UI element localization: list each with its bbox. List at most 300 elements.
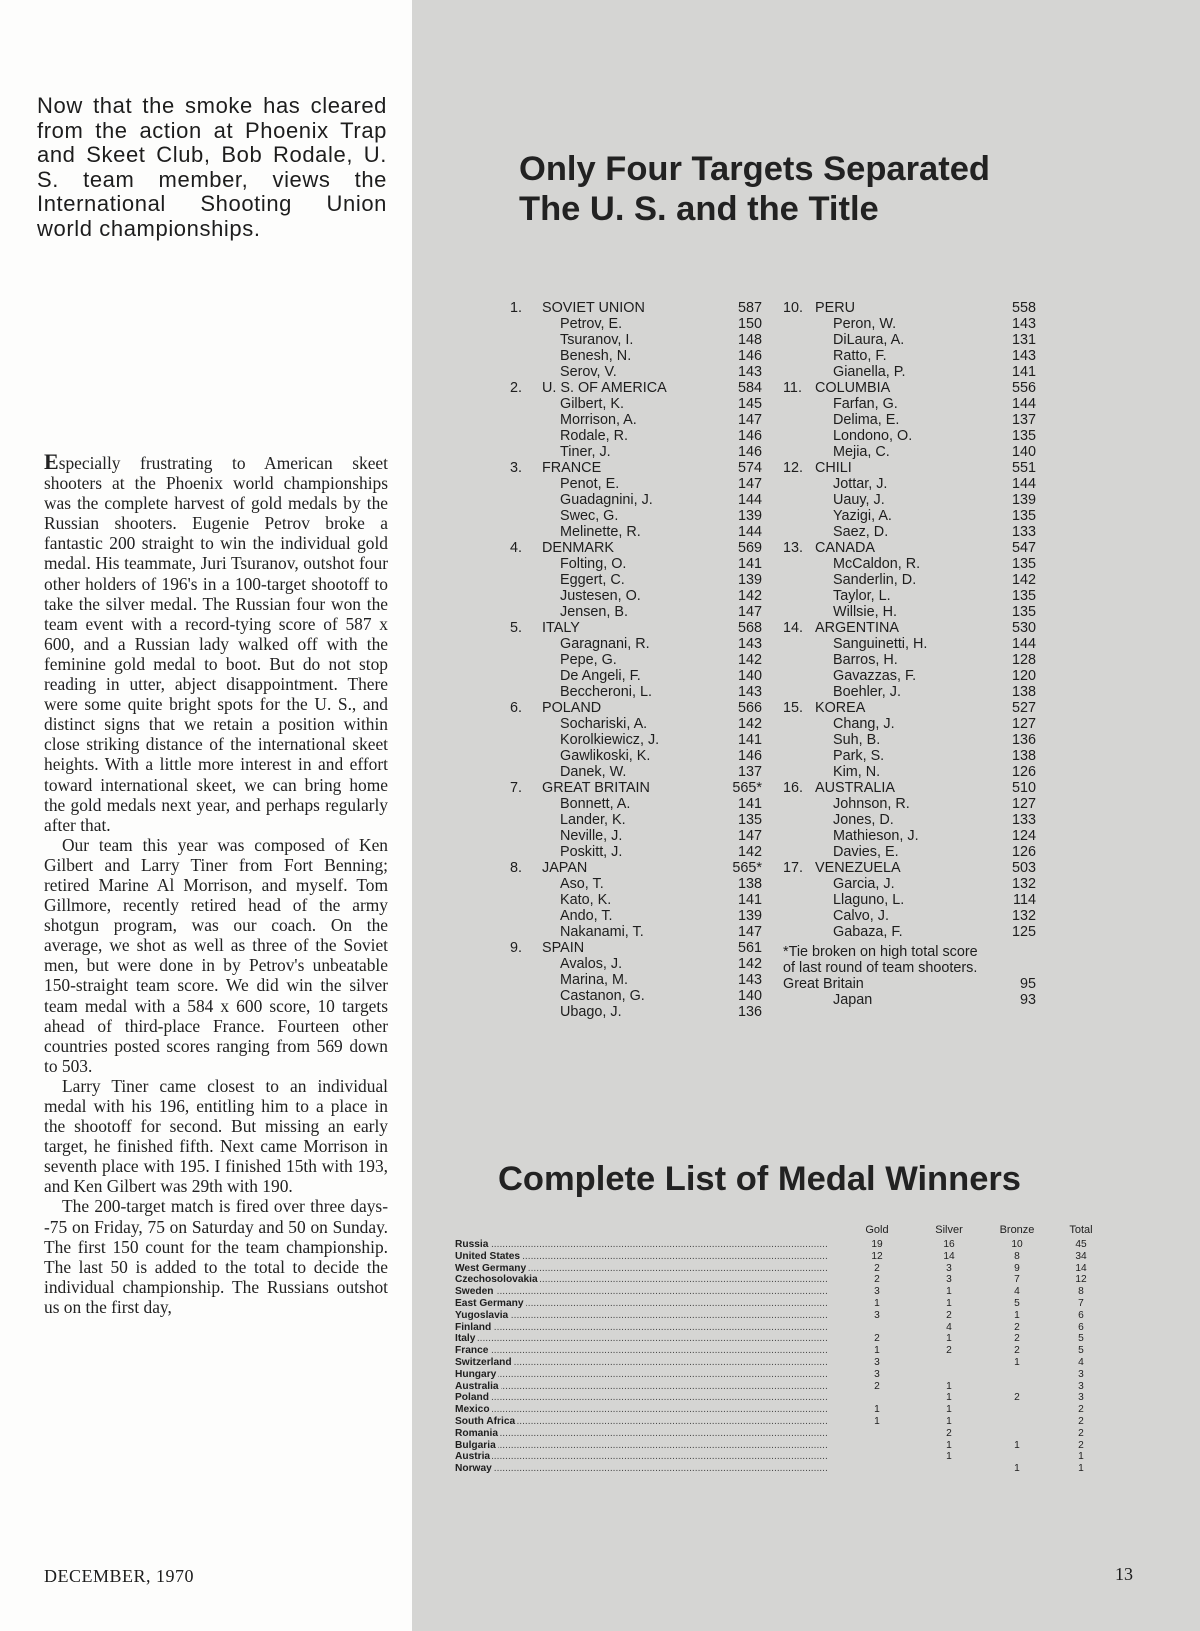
team-results-right-column <box>783 300 1036 1008</box>
rank-number <box>783 348 815 364</box>
medal-gold: 3 <box>874 1286 880 1298</box>
shooter-name: Calvo, J. <box>833 908 889 924</box>
medal-gold: 12 <box>871 1250 883 1262</box>
medal-row <box>455 1345 1107 1357</box>
medal-country-cell <box>455 1322 828 1334</box>
shooter-result-row <box>783 908 1036 924</box>
score: 135 <box>1011 428 1036 444</box>
shooter-name: Castanon, G. <box>560 988 645 1004</box>
medal-gold <box>845 1463 909 1475</box>
team-name: PERU <box>815 300 855 316</box>
medal-bronze <box>991 1381 1043 1393</box>
rank-number <box>783 508 815 524</box>
rank-number <box>510 956 542 972</box>
team-result-row <box>783 380 1036 396</box>
medal-silver <box>923 1463 975 1475</box>
rank-number: 7. <box>510 780 523 796</box>
medal-country: Norway <box>455 1463 492 1475</box>
team-name: CANADA <box>815 540 875 556</box>
rank-number <box>783 524 815 540</box>
article-paragraph-text: specially frustrating to American skeet shooters at the Phoenix world championships was the complete harvest of gold medals by the Russian shooters. Eugenie Petrov broke a fantastic 200 straight to win the individual gold medal. His teammate, Juri Tsuranov, outshot four other holders of 196's in a 100-target shootoff to take the silver medal. The Russian four won the team event with a record-tying score of 587 x 600, and a Russian lady walked off with the feminine gold medal to boot. But do not stop reading in utter, abject disappointment. There were some quite bright spots for the U. S., and distinct signs that we retain a position within close striking distance of the international skeet heights. With a little more interest in and effort toward international skeet, we can bring home the gold medals next year, and perhaps regularly after that. <box>44 453 388 835</box>
shooter-name: Bonnett, A. <box>560 796 631 812</box>
score: 136 <box>737 1004 762 1020</box>
score: 141 <box>1011 364 1036 380</box>
shooter-result-row <box>510 508 762 524</box>
team-result-row <box>510 860 762 876</box>
medal-bronze <box>991 1416 1043 1428</box>
shooter-result-row <box>783 748 1036 764</box>
shooter-name: Willsie, H. <box>833 604 897 620</box>
team-name: JAPAN <box>542 860 588 876</box>
shooter-name: Londono, O. <box>833 428 913 444</box>
medal-total: 3 <box>1078 1380 1084 1392</box>
rank-number <box>783 748 815 764</box>
shooter-name: Folting, O. <box>560 556 627 572</box>
team-result-row <box>510 540 762 556</box>
shooter-name: Nakanami, T. <box>560 924 644 940</box>
rank-number: 13. <box>783 540 804 556</box>
shooter-name: Sanguinetti, H. <box>833 636 928 652</box>
medal-row <box>455 1239 1107 1251</box>
score: 135 <box>1011 604 1036 620</box>
rank-number <box>510 604 542 620</box>
medal-gold: 19 <box>871 1239 883 1250</box>
score: 142 <box>737 956 762 972</box>
team-name: VENEZUELA <box>815 860 901 876</box>
shooter-name: Jottar, J. <box>833 476 888 492</box>
medal-bronze <box>991 1404 1043 1416</box>
medal-total: 5 <box>1078 1333 1084 1345</box>
medal-gold: 2 <box>874 1274 880 1286</box>
medal-country: West Germany <box>455 1262 527 1274</box>
score: 144 <box>737 524 762 540</box>
score: 141 <box>737 796 762 812</box>
score: 132 <box>1011 876 1036 892</box>
team-name: FRANCE <box>542 460 602 476</box>
score: 127 <box>1011 716 1036 732</box>
rank-number <box>510 412 542 428</box>
medal-total: 7 <box>1078 1297 1084 1309</box>
shooter-name: Tiner, J. <box>560 444 611 460</box>
medal-country: Romania <box>455 1427 499 1439</box>
score: 510 <box>1011 780 1036 796</box>
shooter-result-row <box>510 972 762 988</box>
shooter-result-row <box>510 1004 762 1020</box>
medal-bronze: 1 <box>1014 1356 1020 1368</box>
shooter-result-row <box>510 588 762 604</box>
tie-note-line: of last round of team shooters. <box>783 960 978 976</box>
rank-number <box>510 572 542 588</box>
medal-silver: 1 <box>946 1439 952 1451</box>
shooter-result-row <box>510 748 762 764</box>
score: 527 <box>1011 700 1036 716</box>
article-paragraph: Our team this year was composed of Ken Gilbert and Larry Tiner from Fort Benning; retired Marine Al Morrison, and myself. Tom Gillmore, recently retired head of the army shotgun program, was our coach. On the average, we shot as well as three of the Soviet men, but were done in by Petrov's unbeatable 150-straight team score. We did win the silver team medal with a 584 x 600 score, 10 targets ahead of third-place France. Fourteen other countries posted scores ranging from 569 down to 503. <box>44 834 388 1076</box>
footer-date: DECEMBER, 1970 <box>44 1566 195 1586</box>
shooter-name: Sochariski, A. <box>560 716 648 732</box>
medal-country-cell <box>455 1451 828 1463</box>
shooter-name: Saez, D. <box>833 524 889 540</box>
shooter-name: Chang, J. <box>833 716 895 732</box>
medal-country-cell <box>455 1333 828 1345</box>
drop-cap: E <box>44 449 59 474</box>
score: 126 <box>1011 764 1036 780</box>
shooter-name: Garagnani, R. <box>560 636 650 652</box>
team-name: KOREA <box>815 700 866 716</box>
shooter-name: Poskitt, J. <box>560 844 623 860</box>
team-result-row <box>510 300 762 316</box>
team-name: GREAT BRITAIN <box>542 780 650 796</box>
rank-number <box>510 364 542 380</box>
header-gold: Gold <box>865 1224 889 1236</box>
rank-number <box>510 972 542 988</box>
medal-row <box>455 1310 1107 1322</box>
score: 138 <box>1011 684 1036 700</box>
medal-bronze: 9 <box>1014 1262 1020 1274</box>
rank-number <box>510 684 542 700</box>
score: 128 <box>1011 652 1036 668</box>
shooter-result-row <box>510 396 762 412</box>
rank-number: 2. <box>510 380 523 396</box>
shooter-result-row <box>783 476 1036 492</box>
score: 144 <box>1011 396 1036 412</box>
medal-bronze: 1 <box>1014 1439 1020 1451</box>
shooter-result-row <box>783 716 1036 732</box>
shooter-result-row <box>783 844 1036 860</box>
medal-bronze: 5 <box>1014 1297 1020 1309</box>
medal-silver <box>923 1357 975 1369</box>
rank-number <box>510 988 542 1004</box>
medal-total: 5 <box>1078 1345 1084 1357</box>
score: 139 <box>737 508 762 524</box>
shooter-result-row <box>510 828 762 844</box>
rank-number <box>510 748 542 764</box>
medal-total: 8 <box>1078 1286 1084 1298</box>
medal-silver: 1 <box>946 1286 952 1298</box>
score: 137 <box>737 764 762 780</box>
score: 568 <box>737 620 762 636</box>
shooter-name: Mejia, C. <box>833 444 890 460</box>
team-result-row <box>783 620 1036 636</box>
shooter-result-row <box>783 892 1036 908</box>
medal-country: Russia <box>455 1239 489 1250</box>
score: 114 <box>1013 892 1036 908</box>
shooter-name: Danek, W. <box>560 764 627 780</box>
medal-bronze: 8 <box>1014 1250 1020 1262</box>
medal-country: Poland <box>455 1392 489 1404</box>
shooter-name: De Angeli, F. <box>560 668 641 684</box>
score: 141 <box>737 732 762 748</box>
score: 147 <box>737 828 762 844</box>
shooter-result-row <box>510 716 762 732</box>
medal-country: Bulgaria <box>455 1439 496 1451</box>
shooter-result-row <box>783 636 1036 652</box>
rank-number <box>510 732 542 748</box>
medal-country-cell <box>455 1463 828 1475</box>
medal-gold: 2 <box>874 1380 880 1392</box>
medal-table-body <box>455 1239 1107 1475</box>
rank-number <box>783 412 815 428</box>
rank-number: 12. <box>783 460 804 476</box>
score: 574 <box>737 460 762 476</box>
team-name: SPAIN <box>542 940 585 956</box>
headline-line: The U. S. and the Title <box>519 190 879 228</box>
rank-number: 14. <box>783 620 804 636</box>
medal-country: Austria <box>455 1451 491 1463</box>
shooter-result-row <box>510 332 762 348</box>
medal-country: South Africa <box>455 1415 516 1427</box>
shooter-name: Johnson, R. <box>833 796 910 812</box>
rank-number <box>783 668 815 684</box>
shooter-result-row <box>510 652 762 668</box>
shooter-name: Benesh, N. <box>560 348 632 364</box>
shooter-result-row <box>783 428 1036 444</box>
rank-number <box>510 428 542 444</box>
medal-gold: 3 <box>874 1356 880 1368</box>
team-name: AUSTRALIA <box>815 780 895 796</box>
score: 587 <box>737 300 762 316</box>
medal-total: 14 <box>1075 1262 1087 1274</box>
shooter-name: Tsuranov, I. <box>560 332 634 348</box>
medal-total: 6 <box>1078 1321 1084 1333</box>
shooter-name: Swec, G. <box>560 508 619 524</box>
shooter-name: Neville, J. <box>560 828 623 844</box>
team-name: U. S. OF AMERICA <box>542 380 667 396</box>
header-spacer <box>455 1225 828 1237</box>
photo-caption: Now that the smoke has cleared from the action at Phoenix Trap and Skeet Club, Bob Rodale, U. S. team member, views the International Shooting Union world championships. <box>37 93 387 241</box>
rank-number <box>783 604 815 620</box>
rank-number <box>783 796 815 812</box>
score: 147 <box>737 412 762 428</box>
rank-number <box>510 524 542 540</box>
shooter-result-row <box>510 572 762 588</box>
score: 556 <box>1011 380 1036 396</box>
shooter-result-row <box>783 796 1036 812</box>
rank-number <box>510 876 542 892</box>
score: 561 <box>737 940 762 956</box>
score: 138 <box>737 876 762 892</box>
rank-number: 3. <box>510 460 523 476</box>
shooter-name: Ratto, F. <box>833 348 887 364</box>
team-result-row <box>510 620 762 636</box>
page-number: 13 <box>1115 1564 1133 1584</box>
shooter-name: Taylor, L. <box>833 588 891 604</box>
shooter-name: Park, S. <box>833 748 885 764</box>
shooter-name: Korolkiewicz, J. <box>560 732 660 748</box>
rank-number: 16. <box>783 780 804 796</box>
shooter-name: Barros, H. <box>833 652 898 668</box>
rank-number <box>783 332 815 348</box>
medal-country-cell <box>455 1251 828 1263</box>
medal-country: France <box>455 1345 489 1357</box>
shooter-result-row <box>510 556 762 572</box>
medal-bronze <box>991 1369 1043 1381</box>
medal-country: Yugoslavia <box>455 1309 509 1321</box>
score: 142 <box>737 716 762 732</box>
medal-country: Switzerland <box>455 1356 512 1368</box>
medal-bronze <box>991 1451 1043 1463</box>
medal-total: 12 <box>1075 1274 1087 1286</box>
score: 140 <box>737 988 762 1004</box>
shooter-name: Mathieson, J. <box>833 828 919 844</box>
medal-row <box>455 1369 1107 1381</box>
shooter-name: Guadagnini, J. <box>560 492 653 508</box>
rank-number <box>510 892 542 908</box>
tie-note-line: *Tie broken on high total score <box>783 944 978 960</box>
medal-total: 6 <box>1078 1309 1084 1321</box>
rank-number: 15. <box>783 700 804 716</box>
shooter-result-row <box>783 364 1036 380</box>
team-result-row <box>510 460 762 476</box>
score: 138 <box>1011 748 1036 764</box>
score: 142 <box>737 652 762 668</box>
medal-country-cell <box>455 1381 828 1393</box>
shooter-result-row <box>510 348 762 364</box>
team-result-row <box>783 300 1036 316</box>
medal-row <box>455 1322 1107 1334</box>
medal-country-cell <box>455 1357 828 1369</box>
rank-number: 9. <box>510 940 523 956</box>
medal-total: 2 <box>1078 1415 1084 1427</box>
score: 140 <box>737 668 762 684</box>
shooter-name: Serov, V. <box>560 364 617 380</box>
shooter-name: Pepe, G. <box>560 652 617 668</box>
medal-bronze: 2 <box>1014 1345 1020 1357</box>
shooter-name: Garcia, J. <box>833 876 895 892</box>
team-name: DENMARK <box>542 540 614 556</box>
medal-silver: 16 <box>943 1239 955 1250</box>
rank-number: 5. <box>510 620 523 636</box>
score: 558 <box>1011 300 1036 316</box>
rank-number <box>783 908 815 924</box>
shooter-name: Yazigi, A. <box>833 508 892 524</box>
shooter-name: McCaldon, R. <box>833 556 921 572</box>
shooter-result-row <box>783 508 1036 524</box>
score: 147 <box>737 476 762 492</box>
rank-number <box>783 316 815 332</box>
rank-number <box>783 492 815 508</box>
rank-number <box>510 796 542 812</box>
score: 146 <box>737 348 762 364</box>
medal-gold: 1 <box>874 1297 880 1309</box>
score: 127 <box>1011 796 1036 812</box>
team-name: POLAND <box>542 700 602 716</box>
medal-row <box>455 1298 1107 1310</box>
shooter-name: Jensen, B. <box>560 604 628 620</box>
shooter-name: Gilbert, K. <box>560 396 624 412</box>
article-body <box>44 449 388 1317</box>
tiebreak-country: Great Britain <box>783 976 864 992</box>
medal-gold <box>845 1322 909 1334</box>
shooter-result-row <box>783 316 1036 332</box>
medal-total: 1 <box>1078 1451 1084 1463</box>
shooter-name: Justesen, O. <box>560 588 641 604</box>
shooter-result-row <box>510 732 762 748</box>
shooter-name: Gabaza, F. <box>833 924 903 940</box>
shooter-result-row <box>510 876 762 892</box>
score: 120 <box>1011 668 1036 684</box>
shooter-result-row <box>510 812 762 828</box>
rank-number <box>510 492 542 508</box>
shooter-name: Melinette, R. <box>560 524 641 540</box>
shooter-result-row <box>510 924 762 940</box>
medal-silver: 1 <box>946 1451 952 1463</box>
medal-silver: 1 <box>946 1415 952 1427</box>
medal-country: Australia <box>455 1380 499 1392</box>
medal-country-cell <box>455 1286 828 1298</box>
shooter-result-row <box>510 476 762 492</box>
team-name: ARGENTINA <box>815 620 899 636</box>
shooter-result-row <box>783 604 1036 620</box>
shooter-name: Eggert, C. <box>560 572 625 588</box>
score: 551 <box>1011 460 1036 476</box>
rank-number <box>783 396 815 412</box>
score: 142 <box>737 588 762 604</box>
medal-bronze: 2 <box>1014 1333 1020 1345</box>
medal-bronze: 7 <box>1014 1274 1020 1286</box>
medal-gold <box>845 1451 909 1463</box>
medal-silver: 3 <box>946 1274 952 1286</box>
score: 148 <box>737 332 762 348</box>
score: 530 <box>1011 620 1036 636</box>
rank-number: 17. <box>783 860 804 876</box>
score: 565* <box>732 860 762 876</box>
team-result-row <box>783 540 1036 556</box>
header-total: Total <box>1069 1224 1093 1236</box>
medal-table-header <box>455 1225 1107 1237</box>
medal-country: Italy <box>455 1333 476 1345</box>
medal-row <box>455 1404 1107 1416</box>
shooter-result-row <box>783 492 1036 508</box>
rank-number <box>510 316 542 332</box>
medal-bronze: 2 <box>1014 1321 1020 1333</box>
score: 147 <box>737 604 762 620</box>
team-results-left-column <box>510 300 762 1020</box>
score: 135 <box>737 812 762 828</box>
score: 569 <box>737 540 762 556</box>
team-result-row <box>783 700 1036 716</box>
medal-country-cell <box>455 1416 828 1428</box>
shooter-name: Kato, K. <box>560 892 612 908</box>
rank-number <box>783 556 815 572</box>
shooter-result-row <box>510 892 762 908</box>
shooter-result-row <box>783 556 1036 572</box>
rank-number <box>783 844 815 860</box>
team-name: ITALY <box>542 620 580 636</box>
shooter-result-row <box>783 396 1036 412</box>
shooter-name: Gawlikoski, K. <box>560 748 651 764</box>
rank-number <box>510 812 542 828</box>
medal-country-cell <box>455 1369 828 1381</box>
medal-bronze: 2 <box>1014 1392 1020 1404</box>
score: 144 <box>1011 476 1036 492</box>
shooter-name: Gavazzas, F. <box>833 668 917 684</box>
score: 139 <box>737 908 762 924</box>
rank-number <box>783 476 815 492</box>
team-name: CHILI <box>815 460 852 476</box>
score: 133 <box>1011 812 1036 828</box>
medal-total: 1 <box>1078 1463 1084 1475</box>
medal-gold: 1 <box>874 1415 880 1427</box>
rank-number: 1. <box>510 300 523 316</box>
shooter-name: Marina, M. <box>560 972 628 988</box>
score: 144 <box>1011 636 1036 652</box>
shooter-result-row <box>510 428 762 444</box>
rank-number <box>510 1004 542 1020</box>
shooter-result-row <box>783 652 1036 668</box>
medal-country: Mexico <box>455 1404 490 1416</box>
rank-number <box>783 364 815 380</box>
rank-number <box>783 828 815 844</box>
